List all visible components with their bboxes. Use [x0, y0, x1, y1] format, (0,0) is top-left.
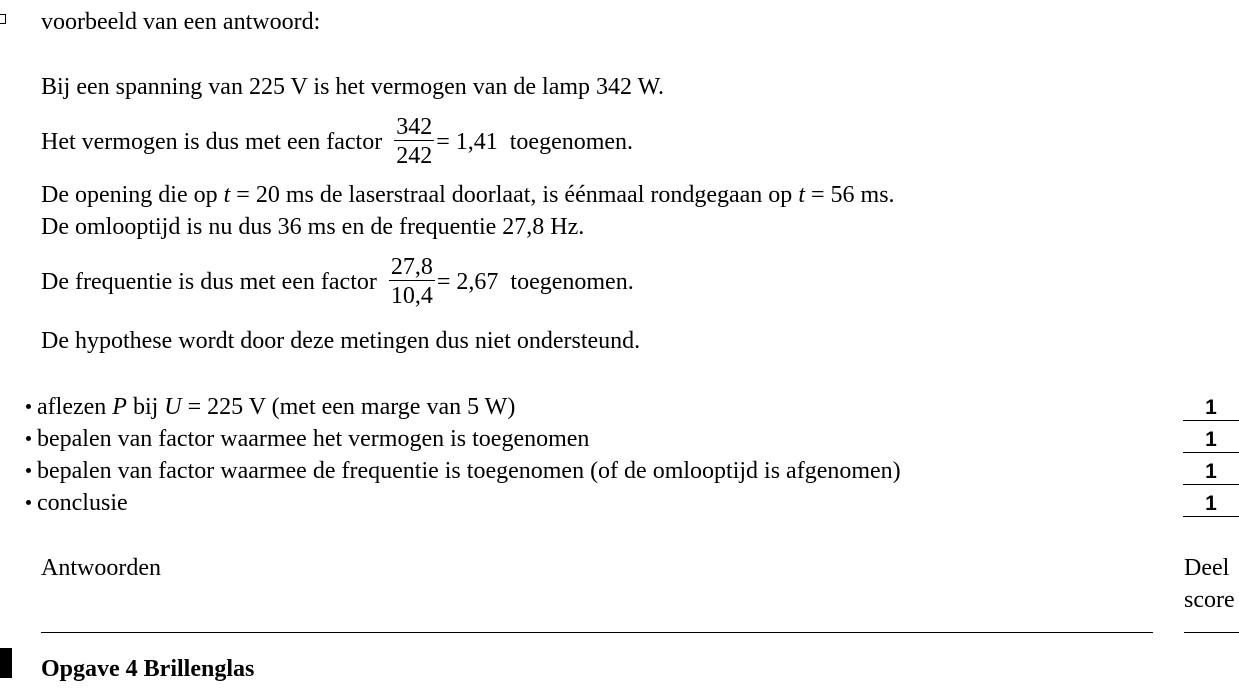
deel-label: Deel: [1184, 555, 1230, 581]
divider-main: [41, 632, 1153, 633]
answer-line-5-end: toegenomen.: [510, 268, 634, 295]
scores-label: score: [1184, 587, 1235, 613]
answer-line-3-b: = 20 ms de laserstraal doorlaat, is éénmaal rondgegaan op: [230, 182, 799, 208]
score-underline: [1183, 420, 1239, 421]
criterion-2: [26, 427, 589, 451]
score-underline: [1183, 452, 1239, 453]
answer-line-6: De hypothese wordt door deze metingen dus niet ondersteund.: [41, 328, 641, 354]
criterion-1-mid: bij: [126, 394, 165, 420]
var-t-1: t: [223, 182, 231, 208]
criterion-2-text: bepalen van factor waarmee het vermogen is toegenomen: [37, 426, 590, 452]
score-1: 1: [1205, 396, 1217, 419]
bullet-icon: [26, 468, 31, 473]
fraction-frequency-denominator: 10,4: [390, 283, 433, 309]
criterion-3: [26, 459, 901, 483]
antwoorden-label: Antwoorden: [41, 555, 161, 581]
bullet-icon: [26, 500, 31, 505]
section-marker: [0, 648, 12, 678]
section-title: Opgave 4 Brillenglas: [41, 656, 255, 682]
score-3: 1: [1205, 460, 1217, 483]
fraction-frequency: [389, 255, 435, 309]
answer-line-2-end: toegenomen.: [509, 128, 634, 155]
answer-line-1: Bij een spanning van 225 V is het vermogen van de lamp 342 W.: [41, 74, 665, 100]
answer-line-3-c: = 56 ms.: [804, 182, 895, 208]
criterion-3-text: bepalen van factor waarmee de frequentie is toegenomen (of de omlooptijd is afgenomen): [37, 458, 901, 484]
answer-line-3: [41, 183, 895, 207]
score-underline: [1183, 516, 1239, 517]
checkbox[interactable]: [0, 14, 6, 24]
var-u: U: [164, 394, 182, 420]
criterion-1-post: = 225 V (met een marge van 5 W): [181, 394, 516, 420]
fraction-frequency-numerator: 27,8: [390, 253, 433, 280]
answer-line-2: [41, 110, 633, 174]
criterion-1-pre: aflezen: [37, 394, 113, 420]
answer-line-3-a: De opening die op: [41, 182, 224, 208]
answer-line-2-pre: Het vermogen is dus met een factor: [41, 128, 383, 155]
answer-line-2-result: = 1,41: [436, 128, 498, 155]
score-2: 1: [1205, 428, 1217, 451]
answer-line-5-result: = 2,67: [436, 268, 499, 295]
criterion-4: [26, 491, 128, 515]
answer-line-5-pre: De frequentie is dus met een factor: [41, 268, 377, 295]
fraction-power: [394, 115, 434, 169]
criterion-1: [26, 395, 515, 419]
intro-text: voorbeeld van een antwoord:: [41, 9, 321, 35]
score-4: 1: [1205, 492, 1217, 515]
divider-score: [1184, 632, 1239, 633]
var-t-2: t: [798, 182, 805, 208]
criterion-4-text: conclusie: [37, 490, 128, 516]
answer-line-4: De omlooptijd is nu dus 36 ms en de frequentie 27,8 Hz.: [41, 214, 585, 240]
bullet-icon: [26, 436, 31, 441]
score-underline: [1183, 484, 1239, 485]
answer-line-5: [41, 250, 634, 314]
bullet-icon: [26, 404, 31, 409]
fraction-power-numerator: 342: [396, 113, 433, 140]
var-p: P: [112, 394, 127, 420]
fraction-power-denominator: 242: [396, 143, 433, 169]
